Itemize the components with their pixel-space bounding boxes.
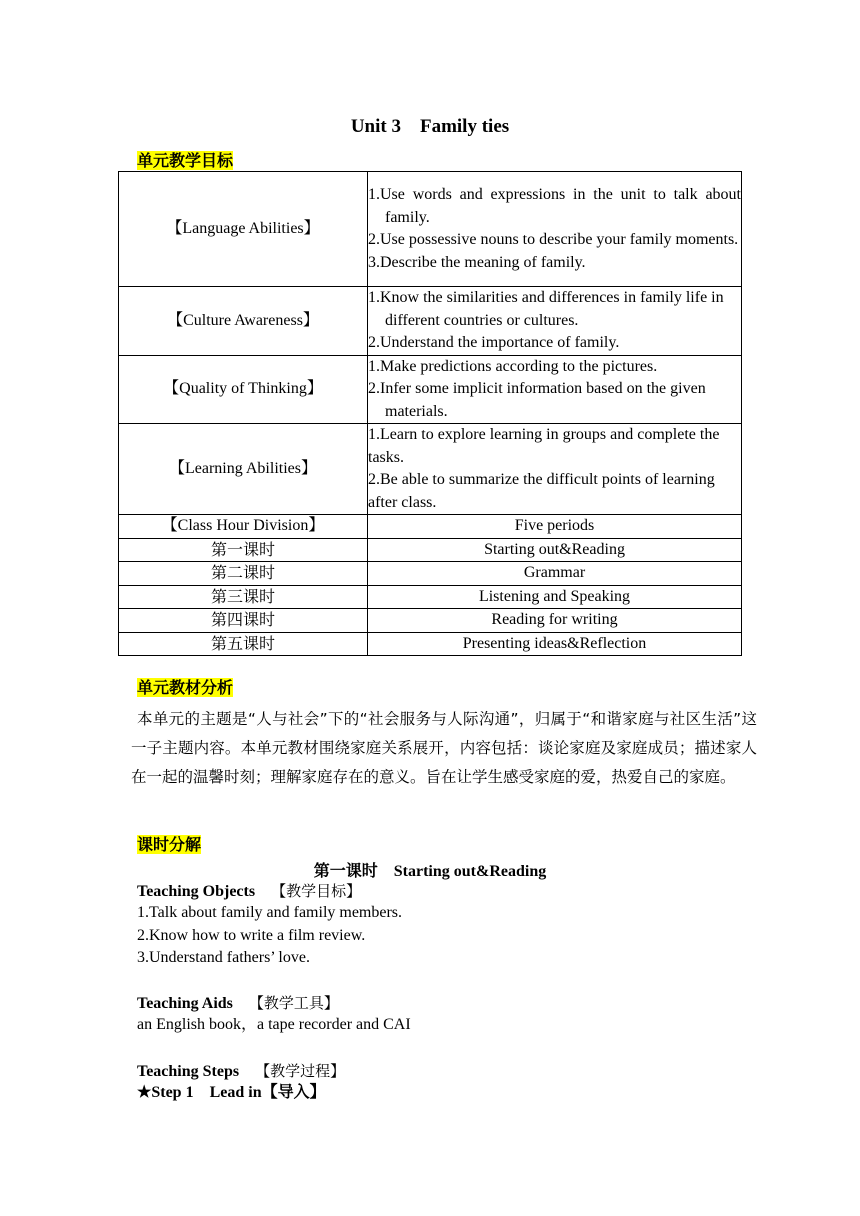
table-row — [119, 515, 742, 539]
period-topic: Grammar — [368, 562, 742, 586]
goal-item: 1.Know the similarities and differences in family life in different countries or cultures. — [368, 289, 724, 329]
table-row — [119, 632, 742, 656]
table-row — [119, 424, 742, 515]
objective-item: 1.Talk about family and family members. — [137, 904, 403, 921]
goal-label: 【Language Abilities】 — [119, 172, 368, 287]
goal-item: 2.Understand the importance of family. — [368, 334, 620, 351]
table-row — [119, 172, 742, 287]
goal-label: 【Quality of Thinking】 — [119, 355, 368, 424]
goal-item: 2.Be able to summarize the difficult points of learning after class. — [368, 471, 715, 511]
period-topic: Reading for writing — [368, 609, 742, 633]
table-row — [119, 562, 742, 586]
unit-goals-table — [118, 171, 742, 656]
teaching-aids-text: an English book，a tape recorder and CAI — [137, 1016, 411, 1033]
analysis-paragraph: 本单元的主题是“人与社会”下的“社会服务与人际沟通”，归属于“和谐家庭与社区生活”这一子主题内容。本单元教材围绕家庭关系展开，内容包括：谈论家庭及家庭成员；描述家人在一起的温馨时刻；理解家庭存在的意义。旨在让学生感受家庭的爱，热爱自己的家庭。 — [131, 710, 757, 786]
teaching-steps-heading: Teaching Steps 【教学过程】 — [137, 1062, 346, 1080]
period-topic: Presenting ideas&Reflection — [368, 632, 742, 656]
goal-content — [368, 424, 742, 515]
goal-item: 2.Infer some implicit information based on the given materials. — [368, 380, 706, 420]
period-topic: Listening and Speaking — [368, 585, 742, 609]
section-heading-analysis: 单元教材分析 — [137, 678, 234, 697]
division-value: Five periods — [368, 515, 742, 539]
goal-item: 1.Use words and expressions in the unit to talk about family. — [368, 186, 741, 226]
objective-item: 3.Understand fathers’ love. — [137, 949, 310, 966]
period-label: 第五课时 — [119, 632, 368, 656]
goal-content — [368, 172, 742, 287]
division-label: 【Class Hour Division】 — [119, 515, 368, 539]
goal-item: 2.Use possessive nouns to describe your family moments. — [368, 231, 739, 248]
period-label: 第一课时 — [119, 538, 368, 562]
goal-content — [368, 287, 742, 356]
table-row — [119, 355, 742, 424]
teaching-aids-heading: Teaching Aids 【教学工具】 — [137, 994, 339, 1012]
period-label: 第二课时 — [119, 562, 368, 586]
goal-label: 【Learning Abilities】 — [119, 424, 368, 515]
period-label: 第四课时 — [119, 609, 368, 633]
step-1-heading: ★Step 1 Lead in【导入】 — [137, 1084, 326, 1101]
table-row — [119, 609, 742, 633]
section-heading-goals: 单元教学目标 — [137, 151, 234, 170]
table-row — [119, 538, 742, 562]
teaching-objects-heading: Teaching Objects 【教学目标】 — [137, 882, 362, 900]
objective-item: 2.Know how to write a film review. — [137, 927, 366, 944]
goal-content — [368, 355, 742, 424]
table-row — [119, 287, 742, 356]
table-row — [119, 585, 742, 609]
period-label: 第三课时 — [119, 585, 368, 609]
goal-item: 3.Describe the meaning of family. — [368, 253, 586, 271]
goal-item: 1.Learn to explore learning in groups and complete the tasks. — [368, 426, 720, 466]
page-title: Unit 3 Family ties — [350, 116, 510, 137]
period-topic: Starting out&Reading — [368, 538, 742, 562]
lesson-heading: 第一课时 Starting out&Reading — [313, 863, 547, 880]
section-heading-lessons: 课时分解 — [137, 835, 202, 854]
goal-label: 【Culture Awareness】 — [119, 287, 368, 356]
goal-item: 1.Make predictions according to the pictures. — [368, 357, 658, 375]
